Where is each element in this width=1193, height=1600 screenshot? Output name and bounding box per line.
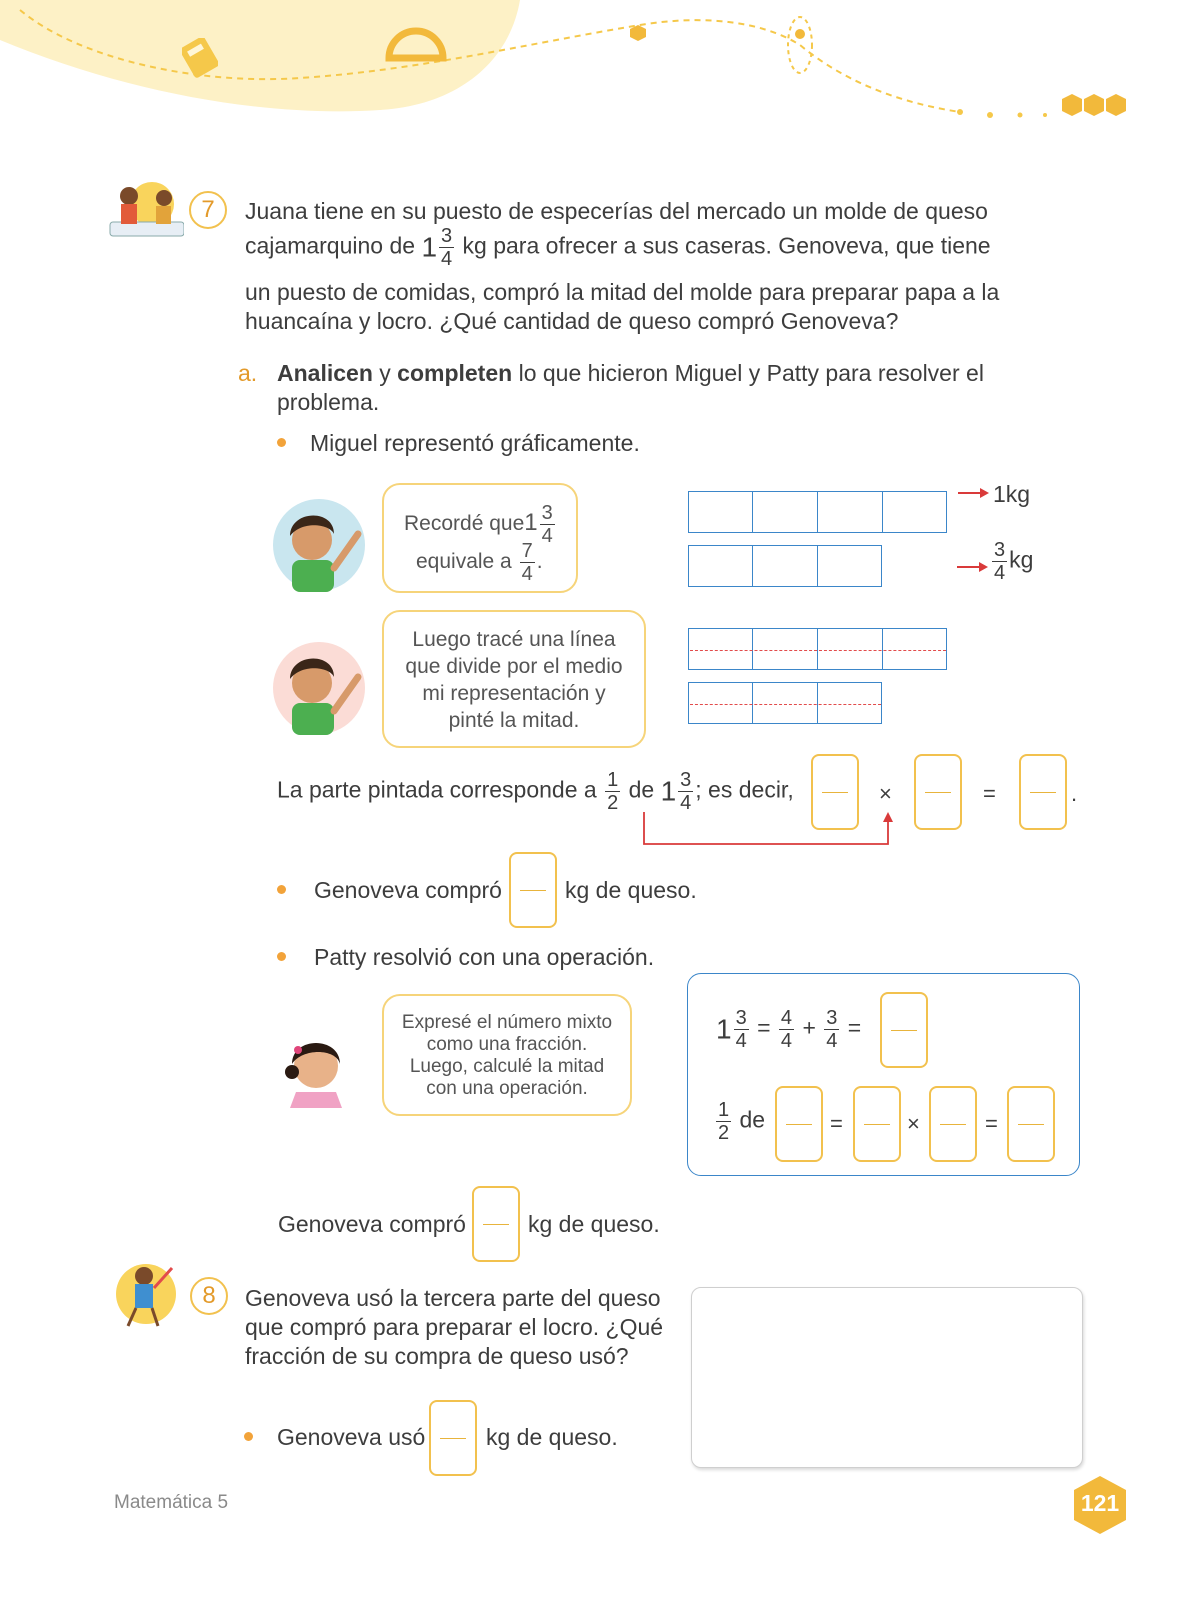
bullet-1-text: Miguel representó gráficamente. (310, 430, 640, 456)
half-line (690, 650, 946, 651)
half-num: 1 (607, 769, 619, 791)
mixed-whole: 1 (421, 231, 438, 263)
eq1-fraction-2 (779, 1008, 794, 1051)
bubble-1-whole: 1 (524, 509, 538, 537)
answer-box-factor-2[interactable] (914, 754, 962, 830)
bullet-4 (244, 1432, 253, 1441)
header-decoration (0, 0, 1193, 140)
final-pre: Genoveva compró (278, 1211, 466, 1237)
label-fraction (992, 540, 1007, 583)
bar-cell (752, 491, 818, 533)
bullet-2-post: kg de queso. (565, 877, 697, 903)
label-unit: kg (1009, 546, 1034, 573)
bar-cell (882, 628, 947, 670)
bubble-1-pre: Recordé que (404, 512, 525, 536)
eq1-d3: 4 (826, 1030, 838, 1052)
bar-cell (752, 628, 818, 670)
eq1-n3: 3 (826, 1007, 838, 1029)
bubble-1-num: 3 (541, 502, 553, 524)
bullet-3 (277, 952, 286, 961)
final-post: kg de queso. (528, 1211, 660, 1237)
problem-7-line2 (245, 226, 991, 269)
problem-7-line2-pre: cajamarquino de (245, 232, 416, 259)
patty-bubble (382, 994, 632, 1116)
problem-8-line: Genoveva usó la tercera parte del queso (245, 1285, 661, 1311)
page-number-badge (1070, 1474, 1130, 1536)
problem-7-line2-post: kg para ofrecer a sus caseras. Genoveva, que tiene (462, 232, 991, 259)
sentence-half (605, 770, 620, 813)
patty-bubble-line: como una fracción. (426, 1034, 588, 1055)
bar-cell (688, 491, 754, 533)
bullet-1 (277, 438, 286, 447)
label-num: 3 (994, 539, 1006, 561)
bubble-1-line2-post: . (536, 550, 543, 574)
bubble-1-den: 4 (541, 525, 553, 547)
eq1-equals: = (757, 1014, 771, 1041)
bubble-1-line2-num: 7 (521, 540, 533, 562)
bubble-2-line: Luego tracé una línea (412, 628, 616, 651)
problem-7-line1: Juana tiene en su puesto de especerías del mercado un molde de queso (245, 198, 988, 224)
bubble-1-line2 (416, 541, 543, 584)
bubble-1-line2-fraction (520, 541, 535, 584)
sentence-den: 4 (680, 792, 692, 814)
patty-bubble-line: Expresé el número mixto (401, 1012, 613, 1033)
part-a-and: y (372, 360, 398, 386)
eq1-n2: 4 (780, 1007, 793, 1029)
bar-cell (688, 628, 754, 670)
bubble-2-line: pinté la mitad. (448, 709, 580, 732)
answer-box-problem-8[interactable] (429, 1400, 477, 1476)
sentence-de: de (628, 776, 655, 803)
bubble-2-line: que divide por el medio (405, 655, 623, 678)
page-number: 121 (1080, 1490, 1120, 1516)
answer-box-eq2-c[interactable] (929, 1086, 977, 1162)
eq2-equals: = (830, 1111, 843, 1136)
bar-cell (817, 628, 883, 670)
answer-box-eq2-result[interactable] (1007, 1086, 1055, 1162)
part-a-letter: a. (238, 360, 258, 386)
part-a-instruction (277, 358, 984, 388)
bullet-2 (277, 885, 286, 894)
arrow-three-quarters (957, 560, 989, 579)
kids-reading-icon (104, 178, 184, 238)
eq2-den: 2 (718, 1122, 730, 1144)
protractor-icon (385, 20, 447, 67)
bar-cell (752, 545, 818, 587)
fraction-numerator: 3 (441, 225, 453, 247)
answer-box-genoveva-2[interactable] (472, 1186, 520, 1262)
part-a-bold-analicen: Analicen (277, 360, 373, 386)
bullet-2-pre: Genoveva compró (314, 877, 502, 903)
patty-equation-2 (714, 1100, 765, 1143)
bar-cell (817, 682, 882, 724)
sentence-post: ; es decir, (695, 776, 794, 803)
equals-sign: = (983, 781, 996, 806)
eq2-times: × (907, 1111, 920, 1136)
bubble-1-line2-den: 4 (521, 563, 533, 585)
eq1-whole: 1 (716, 1013, 732, 1045)
miguel-avatar-2 (272, 641, 366, 740)
label-den: 4 (994, 562, 1006, 584)
header-shape (0, 0, 1193, 140)
part-a-rest: lo que hicieron Miguel y Patty para resolver el (512, 360, 984, 386)
eq1-fraction-1 (734, 1008, 749, 1051)
miguel-bubble-1 (382, 483, 578, 593)
patty-bubble-line: Luego, calculé la mitad (409, 1056, 605, 1077)
problem-8-line: fracción de su compra de queso usó? (245, 1343, 629, 1369)
eq2-de: de (739, 1106, 766, 1133)
times-sign: × (879, 781, 892, 806)
bullet-3-text: Patty resolvió con una operación. (314, 944, 655, 970)
problem-8-work-area[interactable] (691, 1287, 1083, 1468)
eq2-half (716, 1100, 731, 1143)
connector-arrow (640, 810, 900, 855)
bar-cell (752, 682, 818, 724)
sentence-whole: 1 (660, 775, 677, 807)
patty-avatar (282, 1030, 352, 1113)
boy-pencil-icon (114, 1258, 184, 1335)
bar-cell (688, 682, 754, 724)
answer-box-product[interactable] (1019, 754, 1067, 830)
eq1-d2: 4 (780, 1030, 793, 1052)
eq1-n1: 3 (735, 1007, 747, 1029)
eq1-plus: + (802, 1014, 816, 1041)
eq1-fraction-3 (824, 1008, 839, 1051)
bar-cell (817, 545, 882, 587)
answer-box-eq2-b[interactable] (853, 1086, 901, 1162)
half-line (690, 704, 881, 705)
miguel-bubble-2 (382, 610, 646, 748)
mixed-fraction (439, 226, 454, 269)
painted-part-sentence (277, 770, 794, 813)
label-1kg: 1kg (993, 481, 1031, 507)
half-den: 2 (607, 792, 619, 814)
answer-box-improper-fraction[interactable] (880, 992, 928, 1068)
problem-8-number: 8 (190, 1277, 228, 1315)
eq1-d1: 4 (735, 1030, 747, 1052)
problem-7-line4: huancaína y locro. ¿Qué cantidad de queso compró Genoveva? (245, 308, 899, 334)
part-a-line2: problema. (277, 389, 380, 415)
cube-icon (629, 24, 647, 47)
sentence-pre: La parte pintada corresponde a (277, 776, 597, 803)
problem-7-number: 7 (189, 191, 227, 229)
bubble-2-line: mi representación y (422, 682, 606, 705)
eq1-equals-2: = (847, 1014, 862, 1041)
patty-equation-1 (716, 1008, 861, 1051)
miguel-avatar (272, 498, 366, 597)
bubble-1-line2-pre: equivale a (416, 550, 512, 574)
sentence-period: . (1071, 781, 1078, 806)
fraction-denominator: 4 (441, 248, 453, 270)
calculator-icon (182, 38, 218, 83)
label-three-quarters-kg (990, 540, 1033, 583)
sentence-num: 3 (680, 769, 692, 791)
answer-box-genoveva-1[interactable] (509, 852, 557, 928)
eq2-num: 1 (718, 1099, 730, 1121)
hexagon-cubes-icon (1060, 92, 1132, 127)
bubble-1-line1 (404, 503, 557, 546)
sentence-fraction (678, 770, 693, 813)
bar-cell (688, 545, 754, 587)
bubble-1-fraction (540, 503, 555, 546)
problem-7-line3: un puesto de comidas, compró la mitad del molde para preparar papa a la (245, 279, 1000, 305)
patty-bubble-line: con una operación. (426, 1078, 588, 1099)
problem-8-line: que compró para preparar el locro. ¿Qué (245, 1314, 664, 1340)
problem-8-bullet-pre: Genoveva usó (277, 1424, 426, 1450)
bar-cell (817, 491, 883, 533)
book-title: Matemática 5 (114, 1492, 229, 1513)
problem-8-bullet-post: kg de queso. (486, 1424, 618, 1450)
eq2-equals-2: = (985, 1111, 998, 1136)
bar-cell (882, 491, 947, 533)
arrow-1kg (958, 486, 990, 505)
part-a-bold-completen: completen (397, 360, 513, 386)
answer-box-eq2-a[interactable] (775, 1086, 823, 1162)
